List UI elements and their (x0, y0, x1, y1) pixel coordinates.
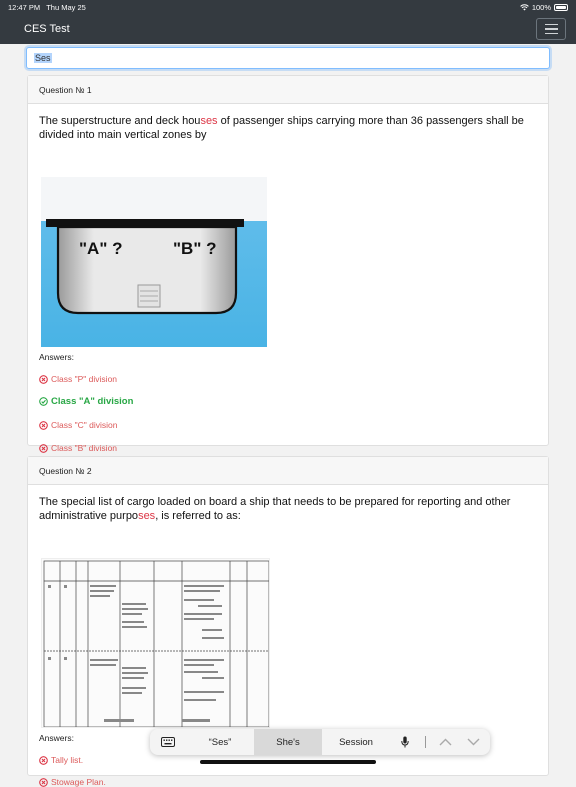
image-label-a: "A" ? (79, 239, 123, 258)
answers-label: Answers: (39, 352, 74, 362)
wrong-icon (39, 421, 48, 430)
search-input-value: Ses (35, 53, 51, 63)
answer-option[interactable]: Tally list. (39, 755, 83, 765)
battery-percent: 100% (531, 2, 551, 12)
question-header: Question № 2 (28, 457, 548, 485)
search-input[interactable] (26, 47, 550, 69)
keyboard-icon[interactable] (150, 729, 186, 755)
check-circle-icon (39, 397, 48, 406)
keyboard-suggestion-bar (150, 729, 490, 755)
suggestion-session[interactable]: Session (339, 736, 373, 748)
answer-option[interactable]: Class "C" division (39, 420, 118, 430)
wifi-icon (520, 4, 529, 11)
question-card-2 (27, 456, 549, 787)
battery-icon (554, 4, 568, 11)
image-label-b: "B" ? (173, 239, 217, 258)
wrong-icon (39, 444, 48, 453)
suggestion-ses[interactable]: “Ses” (208, 736, 232, 748)
suggestion-shes[interactable]: She's (254, 729, 322, 755)
status-date: Thu May 25 (46, 2, 86, 12)
answer-option-correct[interactable]: Class "A" division (39, 396, 133, 407)
chevron-up-icon[interactable] (431, 729, 459, 755)
question-header: Question № 1 (28, 76, 548, 104)
wrong-icon (39, 778, 48, 787)
search-match-highlight: ses (200, 115, 218, 127)
hamburger-icon (545, 24, 558, 25)
question-image (41, 177, 267, 347)
chevron-down-icon[interactable] (459, 729, 487, 755)
microphone-icon[interactable] (390, 729, 420, 755)
search-match-highlight: ses (138, 509, 156, 522)
question-text: The superstructure and deck houses of passenger ships carrying more than 36 passengers shall be divided into main vertical zones by (39, 115, 524, 141)
menu-toggle-button[interactable] (536, 18, 566, 40)
question-text: The special list of cargo loaded on board a ship that needs to be prepared for reporting and other administrative purposes, is referred to as: (39, 496, 511, 522)
answer-option[interactable]: Stowage Plan. (39, 777, 106, 787)
cargo-document-illustration (42, 559, 270, 728)
answers-label: Answers: (39, 733, 74, 743)
question-image (41, 558, 270, 728)
home-indicator[interactable] (200, 760, 376, 764)
wrong-icon (39, 756, 48, 765)
answer-option[interactable]: Class "B" division (39, 443, 117, 453)
question-card-1 (27, 75, 549, 453)
ship-section-illustration (41, 177, 267, 347)
navbar (0, 14, 576, 44)
separator (425, 736, 426, 748)
wrong-icon (39, 375, 48, 384)
answer-option[interactable]: Class "P" division (39, 374, 117, 384)
status-bar (0, 0, 576, 14)
status-time: 12:47 PM (8, 2, 41, 12)
app-title[interactable]: CES Test (24, 23, 70, 35)
